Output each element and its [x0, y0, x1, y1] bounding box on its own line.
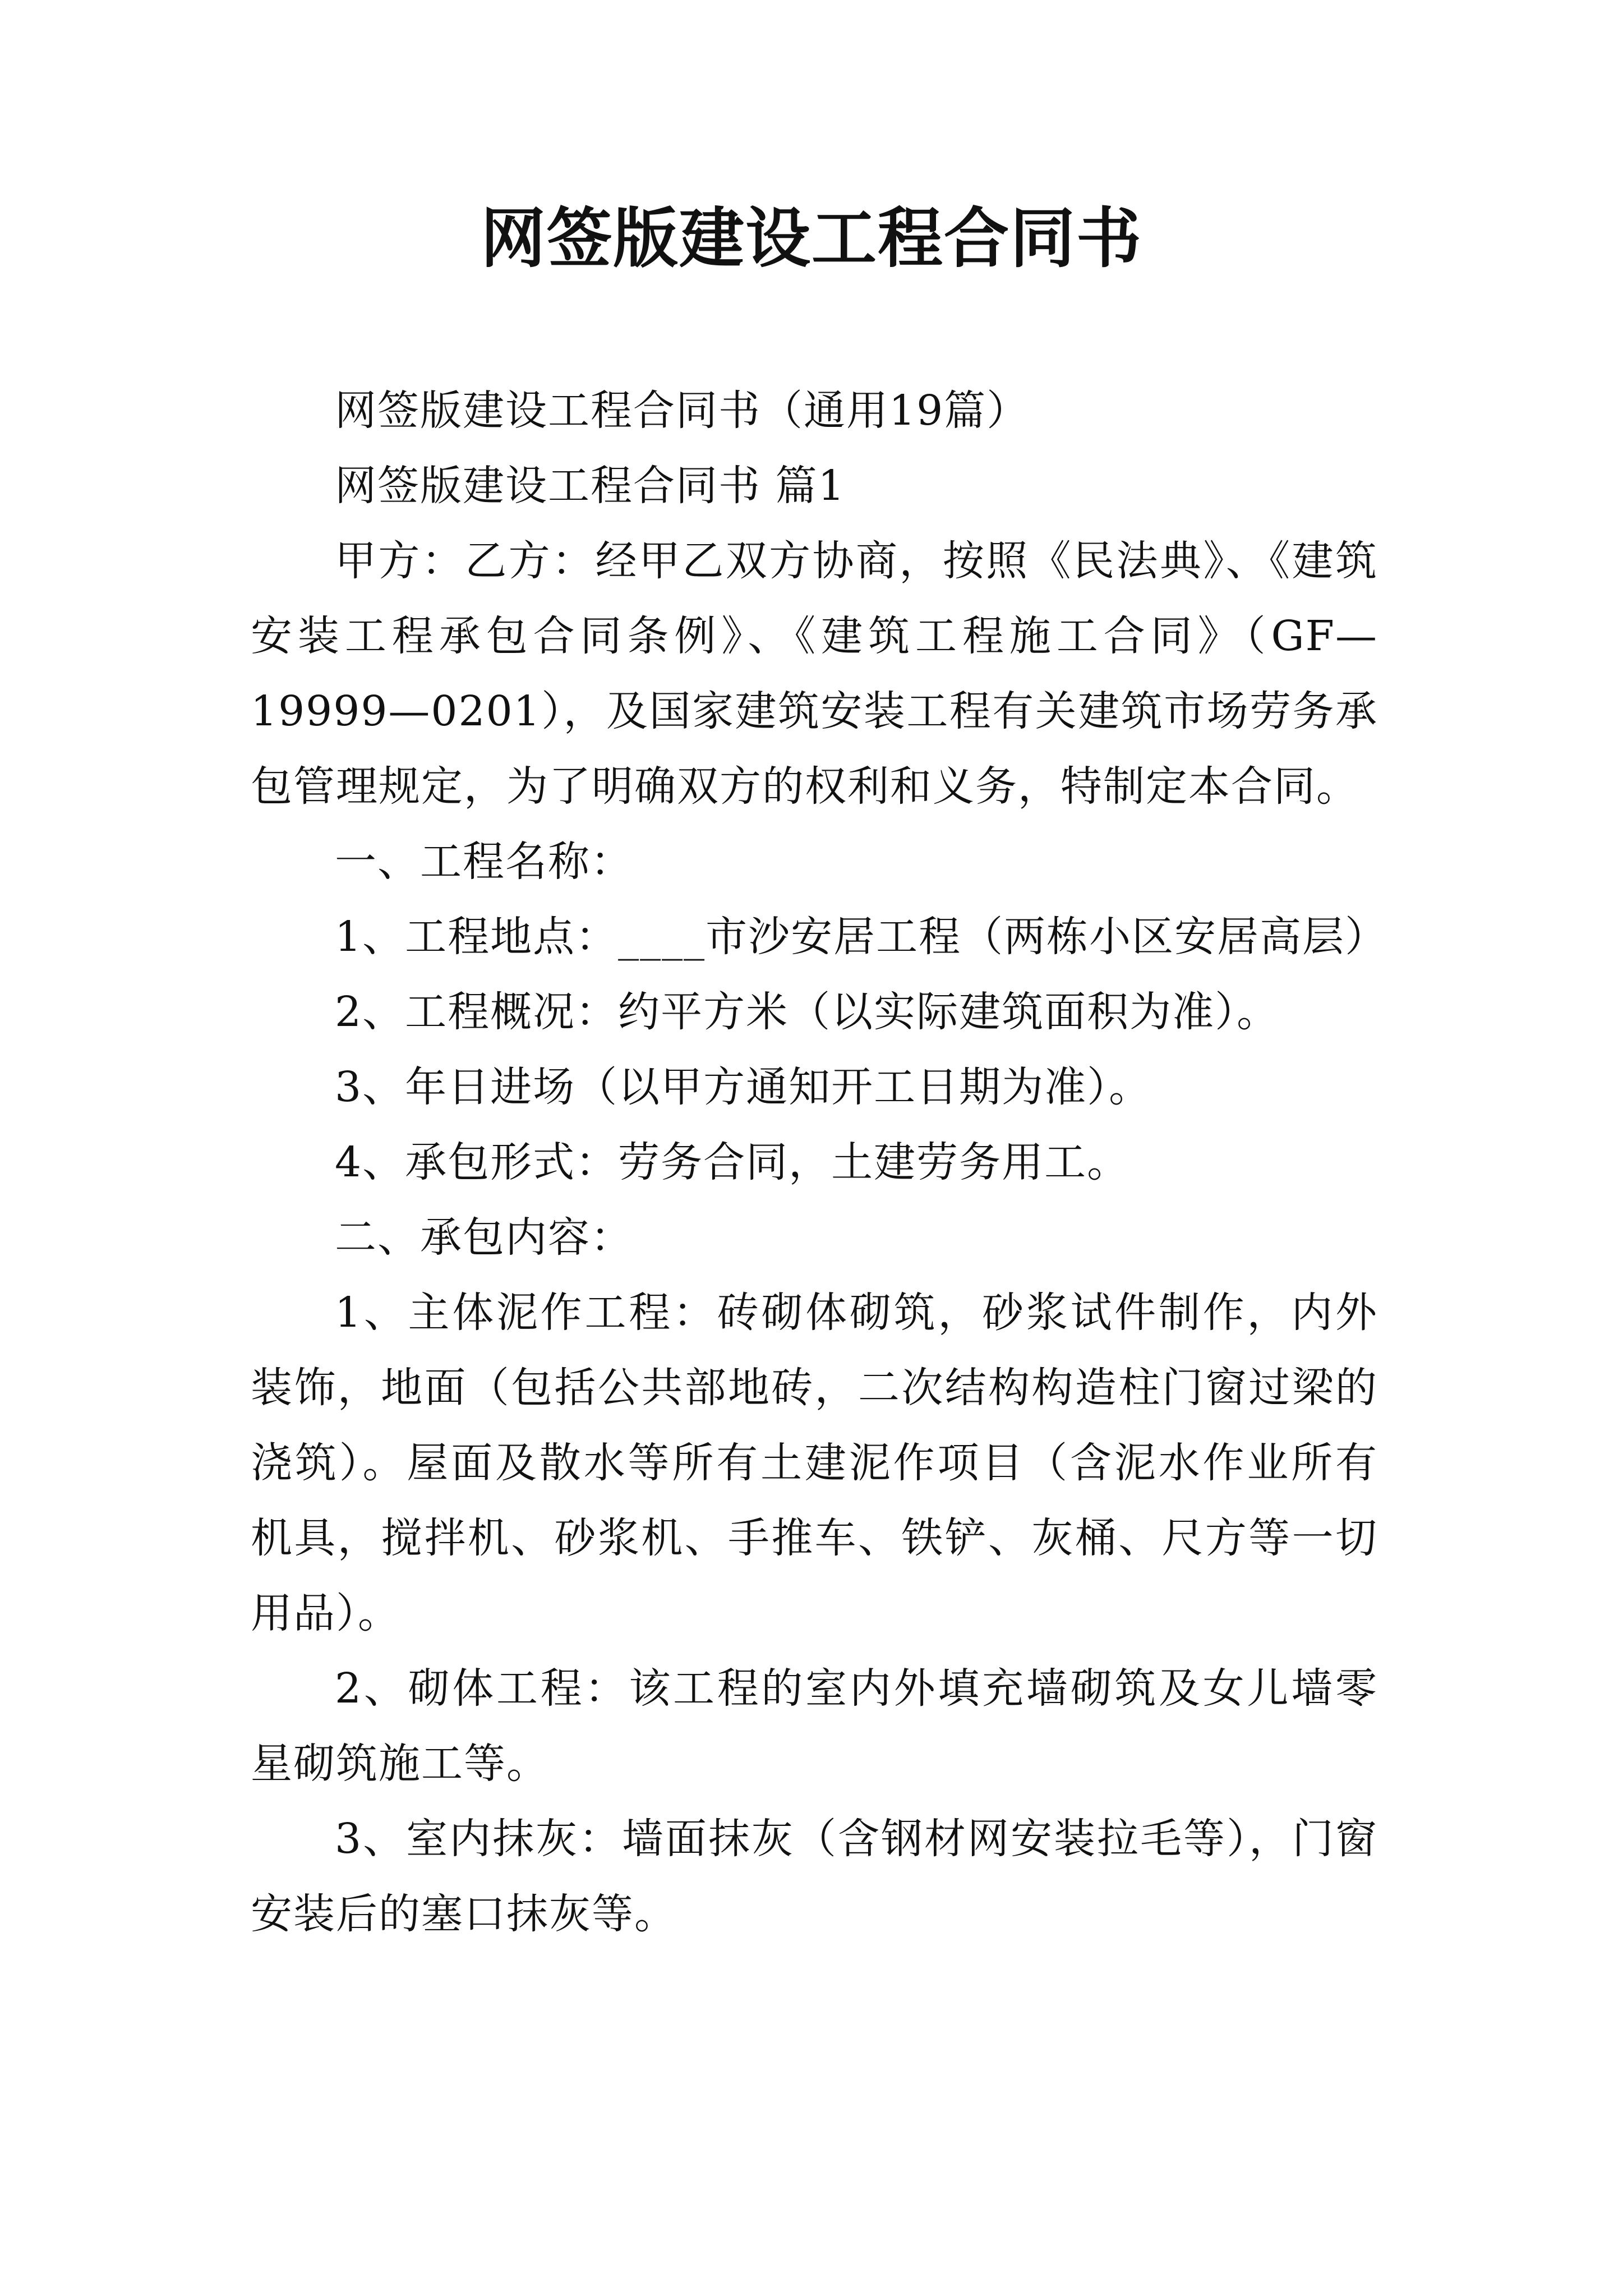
paragraph-entry-date: 3、年日进场（以甲方通知开工日期为准）。: [335, 1063, 1152, 1111]
paragraph-masonry-main: 1、主体泥作工程：砖砌体砌筑，砂浆试件制作，内外装饰，地面（包括公共部地砖，二次结构构造柱门窗过梁的浇筑）。屋面及散水等所有土建泥作项目（含泥水作业所有机具，搅拌机、砂浆机、手推车、铁铲、灰桶、尺方等一切用品）。: [251, 1289, 1378, 1637]
paragraph-section-2-heading: 二、承包内容：: [335, 1213, 633, 1262]
paragraph-project-location: 1、工程地点：____市沙安居工程（两栋小区安居高层）: [335, 913, 1388, 961]
paragraph-section-1-heading: 一、工程名称：: [335, 838, 633, 886]
paragraph-preamble: 甲方：乙方：经甲乙双方协商，按照《民法典》、《建筑安装工程承包合同条例》、《建筑工程施工合同》（GF—19999—0201），及国家建筑安装工程有关建筑市场劳务承包管理规定，为了明确双方的权利和义务，特制定本合同。: [251, 537, 1378, 811]
paragraph-interior-plaster: 3、室内抹灰：墙面抹灰（含钢材网安装拉毛等），门窗安装后的塞口抹灰等。: [251, 1815, 1378, 1938]
paragraph-project-overview: 2、工程概况：约平方米（以实际建筑面积为准）。: [335, 988, 1280, 1036]
document-title: 网签版建设工程合同书: [481, 200, 1142, 277]
paragraph-chapter-heading: 网签版建设工程合同书 篇1: [335, 462, 846, 510]
document-body: [251, 373, 1388, 1952]
paragraph-masonry-infill: 2、砌体工程：该工程的室内外填充墙砌筑及女儿墙零星砌筑施工等。: [251, 1664, 1378, 1788]
paragraph-subtitle: 网签版建设工程合同书（通用19篇）: [335, 386, 1030, 435]
paragraph-contract-form: 4、承包形式：劳务合同，土建劳务用工。: [335, 1138, 1130, 1186]
